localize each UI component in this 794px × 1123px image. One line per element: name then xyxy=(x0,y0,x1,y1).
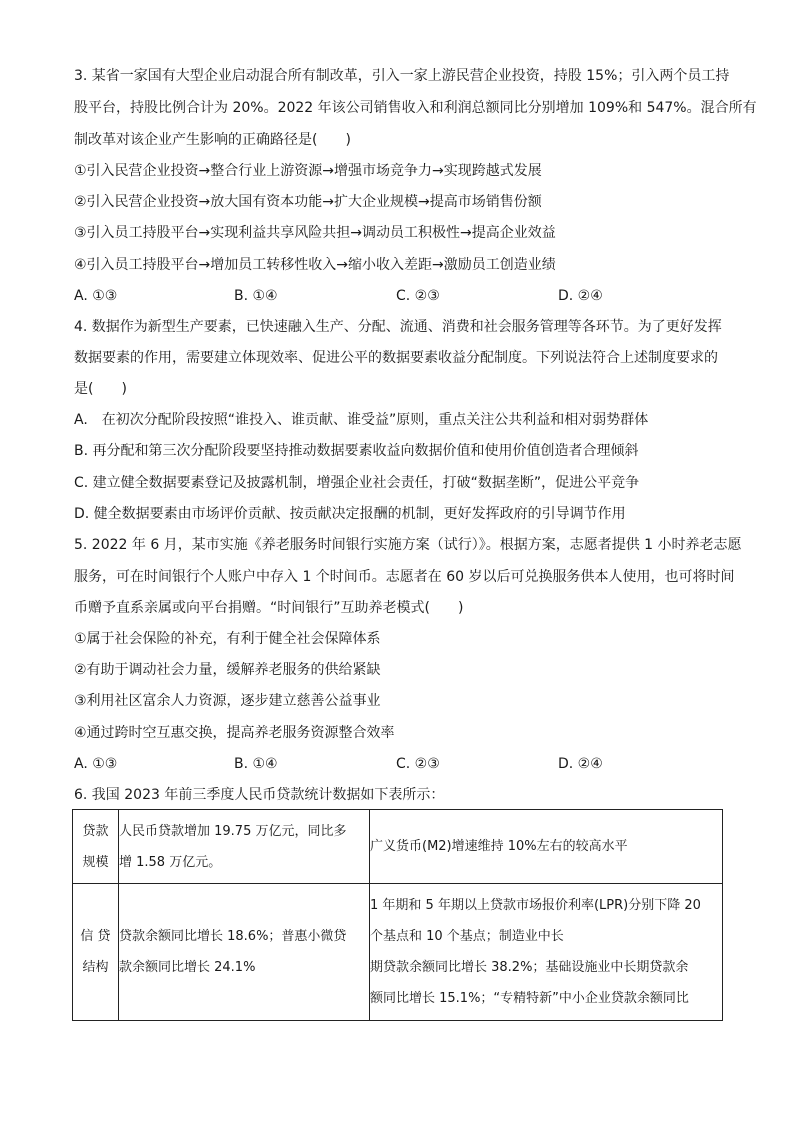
cell-line: 贷款余额同比增长 18.6%；普惠小微贷 xyxy=(119,929,347,944)
q5-stem-line-2: 服务，可在时间银行个人账户中存入 1 个时间币。志愿者在 60 岁以后可兑换服务供本人使用，也可将时间 xyxy=(74,569,735,585)
q4-stem-line-3: 是( ) xyxy=(74,381,127,397)
cell-line: 款余额同比增长 24.1% xyxy=(119,960,256,975)
q3-stem-line-1: 3. 某省一家国有大型企业启动混合所有制改革，引入一家上游民营企业投资，持股 15%；引入两个员工持 xyxy=(74,68,730,84)
row-header-credit-structure xyxy=(73,884,119,1021)
q4-stem-line-1: 4. 数据作为新型生产要素，已快速融入生产、分配、流通、消费和社会服务管理等各环节。为了更好发挥 xyxy=(74,319,722,335)
q6-stem: 6. 我国 2023 年前三季度人民币贷款统计数据如下表所示： xyxy=(74,787,445,803)
row-header-text: 信 贷 xyxy=(80,929,111,944)
q5-item-1: ①属于社会保险的补充，有利于健全社会保障体系 xyxy=(74,631,381,647)
cell-line: 增 1.58 万亿元。 xyxy=(119,854,222,870)
table-cell xyxy=(119,884,370,1021)
table-cell xyxy=(370,884,723,1021)
table-row-loan-scale xyxy=(73,810,723,884)
row-header-text: 结构 xyxy=(82,960,109,975)
q5-stem-line-3: 币赠予直系亲属或向平台捐赠。“时间银行”互助养老模式( ) xyxy=(74,600,464,616)
q4-option-d: D. 健全数据要素由市场评价贡献、按贡献决定报酬的机制，更好发挥政府的引导调节作用 xyxy=(74,506,626,522)
row-header-text: 规模 xyxy=(82,854,109,870)
q4-option-b: B. 再分配和第三次分配阶段要坚持推动数据要素收益向数据价值和使用价值创造者合理倾斜 xyxy=(74,443,639,459)
q5-item-4: ④通过跨时空互惠交换，提高养老服务资源整合效率 xyxy=(74,725,395,741)
table-cell xyxy=(119,810,370,884)
q3-option-c: C. ②③ xyxy=(396,288,440,304)
q5-item-3: ③利用社区富余人力资源，逐步建立慈善公益事业 xyxy=(74,693,381,709)
q3-item-4: ④引入员工持股平台→增加员工转移性收入→缩小收入差距→激励员工创造业绩 xyxy=(74,257,556,273)
table-row-credit-structure xyxy=(73,884,723,1021)
q5-stem-line-1: 5. 2022 年 6 月，某市实施《养老服务时间银行实施方案（试行）》。根据方案，志愿者提供 1 小时养老志愿 xyxy=(74,537,742,553)
q3-option-a: A. ①③ xyxy=(74,288,118,304)
row-header-loan-scale xyxy=(73,810,119,884)
q3-item-2: ②引入民营企业投资→放大国有资本功能→扩大企业规模→提高市场销售份额 xyxy=(74,194,542,210)
row-header-text: 贷款 xyxy=(82,823,109,839)
q5-option-c: C. ②③ xyxy=(396,756,440,772)
q4-option-c: C. 建立健全数据要素登记及披露机制，增强企业社会责任，打破“数据垄断”，促进公平竞争 xyxy=(74,475,640,491)
q3-option-b: B. ①④ xyxy=(234,288,278,304)
cell-line: 广义货币(M2)增速维持 10%左右的较高水平 xyxy=(370,839,628,854)
q5-item-2: ②有助于调动社会力量，缓解养老服务的供给紧缺 xyxy=(74,662,381,678)
q3-stem-line-2: 股平台，持股比例合计为 20%。2022 年该公司销售收入和利润总额同比分别增加 109%和 547%。混合所有 xyxy=(74,100,757,116)
cell-line: 额同比增长 15.1%；“专精特新”中小企业贷款余额同比 xyxy=(370,991,689,1006)
table-cell xyxy=(370,810,723,884)
cell-line: 期贷款余额同比增长 38.2%；基础设施业中长期贷款余 xyxy=(370,960,689,975)
loan-statistics-table xyxy=(72,809,723,1021)
q4-stem-line-2: 数据要素的作用，需要建立体现效率、促进公平的数据要素收益分配制度。下列说法符合上述制度要求的 xyxy=(74,350,718,366)
q3-item-3: ③引入员工持股平台→实现利益共享风险共担→调动员工积极性→提高企业效益 xyxy=(74,225,556,241)
cell-line: 人民币贷款增加 19.75 万亿元，同比多 xyxy=(119,823,347,839)
q4-option-a: A. 在初次分配阶段按照“谁投入、谁贡献、谁受益”原则，重点关注公共利益和相对弱势群体 xyxy=(74,412,649,428)
q3-option-d: D. ②④ xyxy=(558,288,603,304)
cell-line: 1 年期和 5 年期以上贷款市场报价利率(LPR)分别下降 20 xyxy=(370,898,701,913)
q3-stem-line-3: 制改革对该企业产生影响的正确路径是( ) xyxy=(74,132,351,148)
q5-option-b: B. ①④ xyxy=(234,756,278,772)
cell-line: 个基点和 10 个基点；制造业中长 xyxy=(370,929,564,944)
q3-item-1: ①引入民营企业投资→整合行业上游资源→增强市场竞争力→实现跨越式发展 xyxy=(74,163,542,179)
q5-option-d: D. ②④ xyxy=(558,756,603,772)
q5-option-a: A. ①③ xyxy=(74,756,118,772)
